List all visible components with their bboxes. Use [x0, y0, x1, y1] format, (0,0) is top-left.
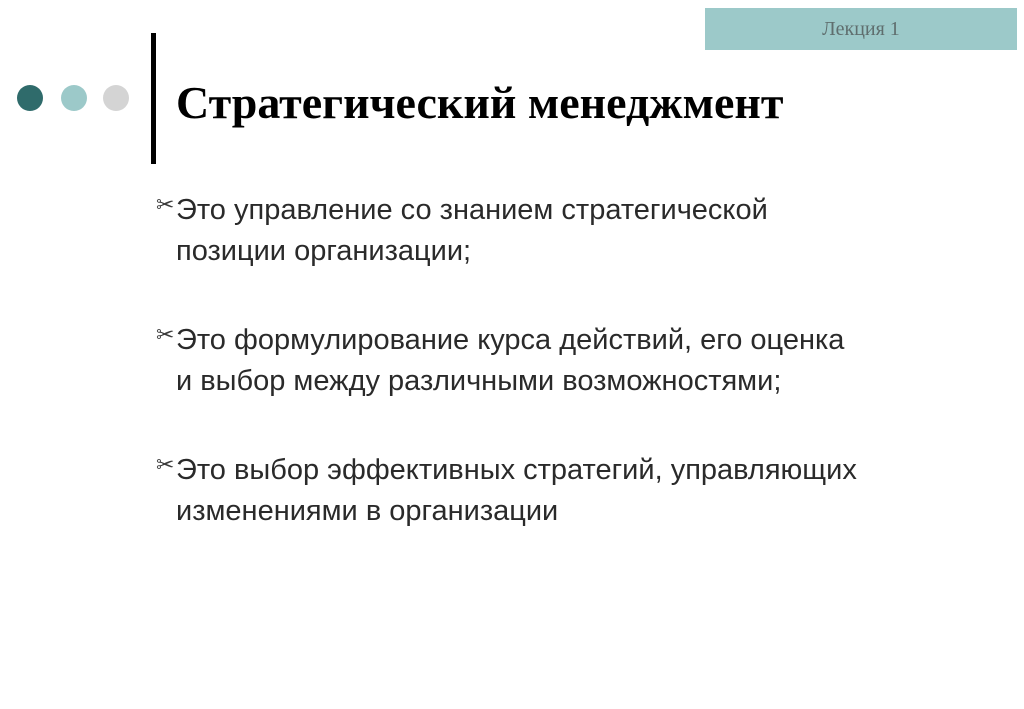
bullet-text-line: Это выбор эффективных стратегий, управляющих: [176, 454, 857, 486]
title-divider: [151, 33, 156, 164]
bullet-text-line: и выбор между различными возможностями;: [176, 365, 782, 397]
bullet-text-line: изменениями в организации: [176, 495, 559, 527]
page-title: Стратегический менеджмент: [176, 77, 784, 128]
decor-dot-light: [61, 85, 87, 111]
bullet-item: [156, 190, 1006, 272]
bullet-text-line: позиции организации;: [176, 235, 472, 267]
bullet-item: [156, 450, 1006, 532]
bullet-list: [156, 190, 1006, 580]
scissors-icon: ✂: [156, 192, 175, 217]
scissors-icon: ✂: [156, 322, 175, 347]
decor-dot-dark: [17, 85, 43, 111]
scissors-icon: ✂: [156, 452, 175, 477]
bullet-item: [156, 320, 1006, 402]
bullet-text-line: Это формулирование курса действий, его оценка: [176, 324, 845, 356]
bullet-text-line: Это управление со знанием стратегической: [176, 194, 768, 226]
decor-dot-gray: [103, 85, 129, 111]
lecture-badge: [705, 8, 1017, 50]
lecture-label: Лекция 1: [822, 17, 900, 40]
